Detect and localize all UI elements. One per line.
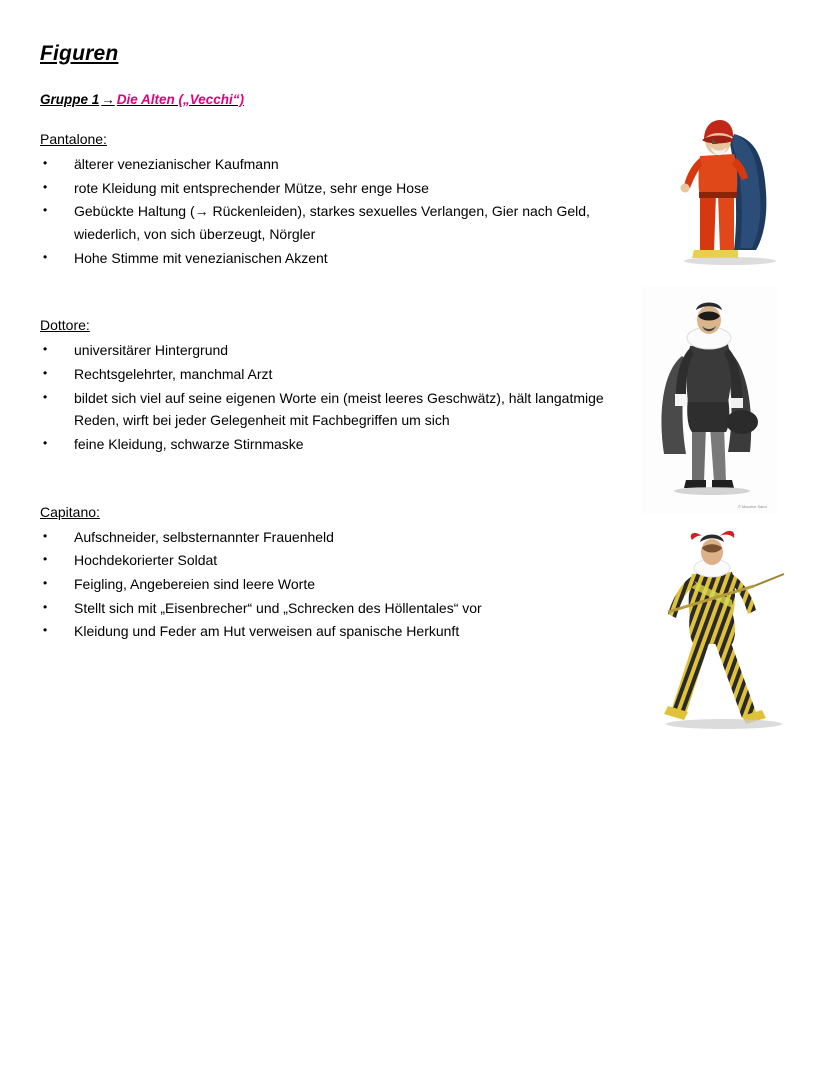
- capitano-illustration: [628, 528, 818, 744]
- list-item: • bildet sich viel auf seine eigenen Worte ein (meist leeres Geschwätz), hält langatmige Reden, wirft bei jeder Gelegenheit mit Fachbegriffen um sich: [40, 387, 640, 432]
- section-pantalone: [40, 131, 640, 269]
- list-item: • universitärer Hintergrund: [40, 339, 640, 362]
- section-heading: Capitano:: [40, 503, 100, 520]
- svg-text:© Maurice Sand: © Maurice Sand: [738, 504, 767, 509]
- section-capitano: [40, 504, 640, 643]
- list-item: • Kleidung und Feder am Hut verweisen auf spanische Herkunft: [40, 620, 640, 643]
- list-item: • Rechtsgelehrter, manchmal Arzt: [40, 363, 640, 386]
- arrow-icon: →: [101, 92, 115, 107]
- bullet-list: [40, 526, 640, 643]
- list-item: • Hohe Stimme mit venezianischen Akzent: [40, 247, 640, 270]
- spacer: [40, 291, 640, 317]
- section-heading: Pantalone:: [40, 131, 107, 147]
- list-item: • Gebückte Haltung (→ Rückenleiden), starkes sexuelles Verlangen, Gier nach Geld, wiederlich, von sich überzeugt, Nörgler: [40, 200, 640, 245]
- document-body: [40, 42, 640, 665]
- page-title: Figuren: [40, 42, 119, 65]
- spacer: [40, 478, 640, 504]
- group-name: Die Alten („Vecchi“): [116, 92, 245, 107]
- list-item: • rote Kleidung mit entsprechender Mütze, sehr enge Hose: [40, 177, 640, 200]
- dottore-illustration: [642, 286, 778, 514]
- section-dottore: [40, 317, 640, 455]
- bullet-list: [40, 339, 640, 455]
- list-item: • Stellt sich mit „Eisenbrecher“ und „Schrecken des Höllentales“ vor: [40, 597, 640, 620]
- list-item: • älterer venezianischer Kaufmann: [40, 153, 640, 176]
- list-item: • feine Kleidung, schwarze Stirnmaske: [40, 433, 640, 456]
- list-item: • Feigling, Angebereien sind leere Worte: [40, 573, 640, 596]
- figure-column: [628, 0, 828, 1071]
- pantalone-illustration: [638, 100, 818, 280]
- bullet-list: [40, 153, 640, 269]
- section-heading: Dottore:: [40, 317, 90, 334]
- list-item: • Hochdekorierter Soldat: [40, 549, 640, 572]
- list-item: • Aufschneider, selbsternannter Frauenheld: [40, 526, 640, 549]
- group-label: Gruppe 1: [40, 92, 100, 107]
- group-heading: [40, 92, 640, 107]
